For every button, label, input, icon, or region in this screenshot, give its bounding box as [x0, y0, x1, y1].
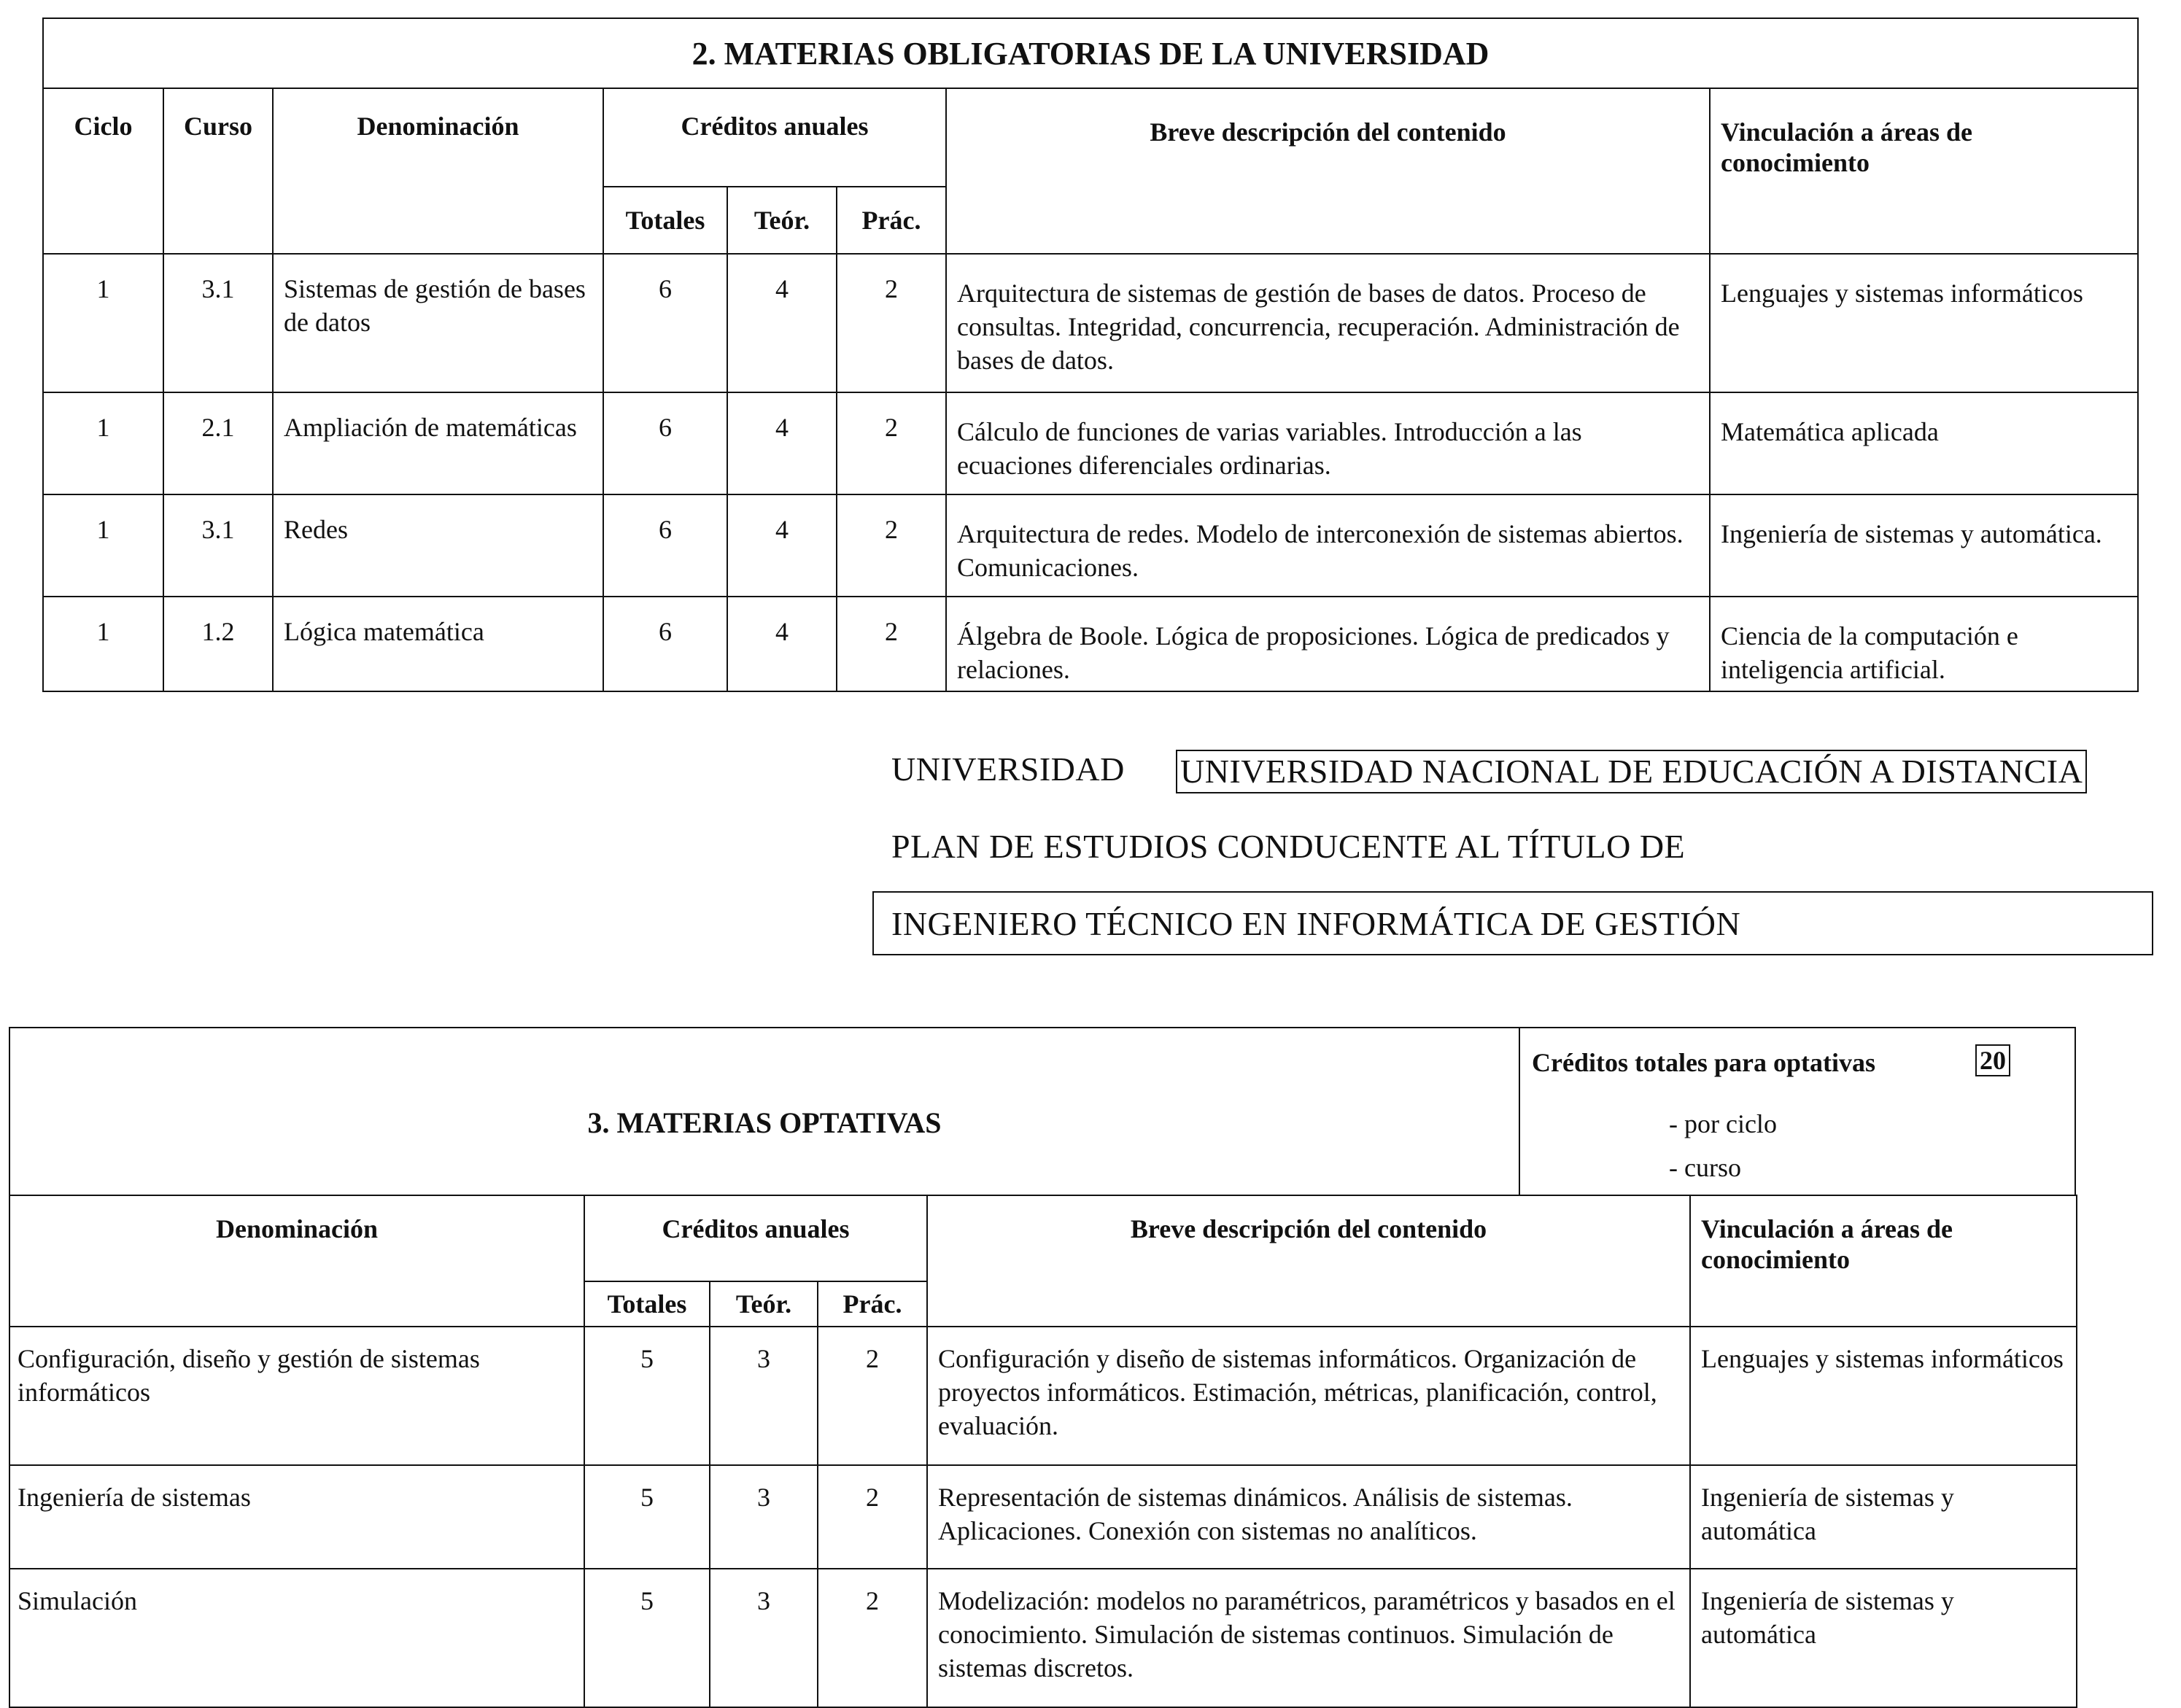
- section3-header-box: [9, 1027, 2076, 1196]
- degree-title: INGENIERO TÉCNICO EN INFORMÁTICA DE GESTIÓN: [872, 891, 2153, 955]
- cell-descripcion: Configuración y diseño de sistemas informáticos. Organización de proyectos informáticos. Estimación, métricas, planificación, control, evaluación.: [927, 1327, 1690, 1465]
- header-prac: Prác.: [818, 1281, 927, 1327]
- optional-subjects-table: [9, 1195, 2077, 1708]
- table-row: [9, 1465, 2077, 1569]
- cell-vinculacion: Matemática aplicada: [1710, 392, 2138, 494]
- section3-title: 3. MATERIAS OPTATIVAS: [587, 1106, 942, 1139]
- cell-teor: 3: [710, 1569, 818, 1707]
- header-creditos: Créditos anuales: [603, 88, 946, 187]
- cell-denominacion: Ingeniería de sistemas: [9, 1465, 584, 1569]
- cell-prac: 2: [818, 1569, 927, 1707]
- header-vinculacion: Vinculación a áreas de conocimiento: [1690, 1195, 2077, 1327]
- cell-prac: 2: [837, 597, 946, 691]
- cell-prac: 2: [837, 254, 946, 392]
- mandatory-subjects-table: [42, 18, 2139, 692]
- header-descripcion: Breve descripción del contenido: [946, 88, 1710, 254]
- cell-denominacion: Lógica matemática: [273, 597, 603, 691]
- header-ciclo: Ciclo: [43, 88, 163, 254]
- credits-value: 20: [1975, 1044, 2010, 1076]
- table-row: [43, 494, 2138, 597]
- cell-prac: 2: [837, 494, 946, 597]
- cell-vinculacion: Lenguajes y sistemas informáticos: [1690, 1327, 2077, 1465]
- header-denominacion: Denominación: [273, 88, 603, 254]
- cell-teor: 4: [727, 392, 837, 494]
- cell-teor: 4: [727, 597, 837, 691]
- cell-teor: 3: [710, 1465, 818, 1569]
- course-label: - curso: [1669, 1153, 1741, 1182]
- university-name: UNIVERSIDAD NACIONAL DE EDUCACIÓN A DISTANCIA: [1176, 750, 2087, 793]
- table-row: [43, 254, 2138, 392]
- cell-descripcion: Arquitectura de redes. Modelo de interconexión de sistemas abiertos. Comunicaciones.: [946, 494, 1710, 597]
- cell-vinculacion: Ingeniería de sistemas y automática: [1690, 1465, 2077, 1569]
- cell-totales: 6: [603, 392, 727, 494]
- credits-label: Créditos totales para optativas: [1532, 1048, 1875, 1077]
- header-prac: Prác.: [837, 187, 946, 254]
- cell-prac: 2: [837, 392, 946, 494]
- cell-teor: 3: [710, 1327, 818, 1465]
- cell-descripcion: Modelización: modelos no paramétricos, paramétricos y basados en el conocimiento. Simulación de sistemas continuos. Simulación de sistemas discretos.: [927, 1569, 1690, 1707]
- cell-descripcion: Representación de sistemas dinámicos. Análisis de sistemas. Aplicaciones. Conexión con sistemas no analíticos.: [927, 1465, 1690, 1569]
- table-row: [9, 1569, 2077, 1707]
- cell-denominacion: Redes: [273, 494, 603, 597]
- header-denominacion: Denominación: [9, 1195, 584, 1327]
- cell-vinculacion: Lenguajes y sistemas informáticos: [1710, 254, 2138, 392]
- cell-descripcion: Arquitectura de sistemas de gestión de bases de datos. Proceso de consultas. Integridad, concurrencia, recuperación. Administración de bases de datos.: [946, 254, 1710, 392]
- table-row: [9, 1327, 2077, 1465]
- header-curso: Curso: [163, 88, 273, 254]
- cell-totales: 6: [603, 597, 727, 691]
- header-totales: Totales: [603, 187, 727, 254]
- university-label: UNIVERSIDAD: [891, 750, 1125, 788]
- section2-title: 2. MATERIAS OBLIGATORIAS DE LA UNIVERSIDAD: [43, 18, 2138, 88]
- cell-curso: 3.1: [163, 254, 273, 392]
- cell-teor: 4: [727, 254, 837, 392]
- cell-ciclo: 1: [43, 254, 163, 392]
- cell-denominacion: Ampliación de matemáticas: [273, 392, 603, 494]
- cell-prac: 2: [818, 1465, 927, 1569]
- cell-teor: 4: [727, 494, 837, 597]
- cell-denominacion: Configuración, diseño y gestión de sistemas informáticos: [9, 1327, 584, 1465]
- header-teor: Teór.: [727, 187, 837, 254]
- cell-totales: 6: [603, 254, 727, 392]
- cell-denominacion: Sistemas de gestión de bases de datos: [273, 254, 603, 392]
- cell-vinculacion: Ingeniería de sistemas y automática.: [1710, 494, 2138, 597]
- table-row: [43, 597, 2138, 691]
- cell-totales: 5: [584, 1569, 710, 1707]
- header-teor: Teór.: [710, 1281, 818, 1327]
- cell-totales: 5: [584, 1327, 710, 1465]
- cell-prac: 2: [818, 1327, 927, 1465]
- cell-descripcion: Álgebra de Boole. Lógica de proposiciones. Lógica de predicados y relaciones.: [946, 597, 1710, 691]
- header-descripcion: Breve descripción del contenido: [927, 1195, 1690, 1327]
- cell-denominacion: Simulación: [9, 1569, 584, 1707]
- header-totales: Totales: [584, 1281, 710, 1327]
- cell-vinculacion: Ciencia de la computación e inteligencia artificial.: [1710, 597, 2138, 691]
- plan-label: PLAN DE ESTUDIOS CONDUCENTE AL TÍTULO DE: [891, 828, 1686, 865]
- header-vinculacion: Vinculación a áreas de conocimiento: [1710, 88, 2138, 254]
- header-creditos: Créditos anuales: [584, 1195, 927, 1281]
- cell-curso: 3.1: [163, 494, 273, 597]
- cell-vinculacion: Ingeniería de sistemas y automática: [1690, 1569, 2077, 1707]
- cell-ciclo: 1: [43, 494, 163, 597]
- cell-curso: 2.1: [163, 392, 273, 494]
- table-row: [43, 392, 2138, 494]
- cell-totales: 5: [584, 1465, 710, 1569]
- cell-ciclo: 1: [43, 392, 163, 494]
- cell-totales: 6: [603, 494, 727, 597]
- divider: [1519, 1028, 1520, 1195]
- cell-ciclo: 1: [43, 597, 163, 691]
- per-cycle-label: - por ciclo: [1669, 1109, 1777, 1138]
- cell-curso: 1.2: [163, 597, 273, 691]
- cell-descripcion: Cálculo de funciones de varias variables. Introducción a las ecuaciones diferenciales ordinarias.: [946, 392, 1710, 494]
